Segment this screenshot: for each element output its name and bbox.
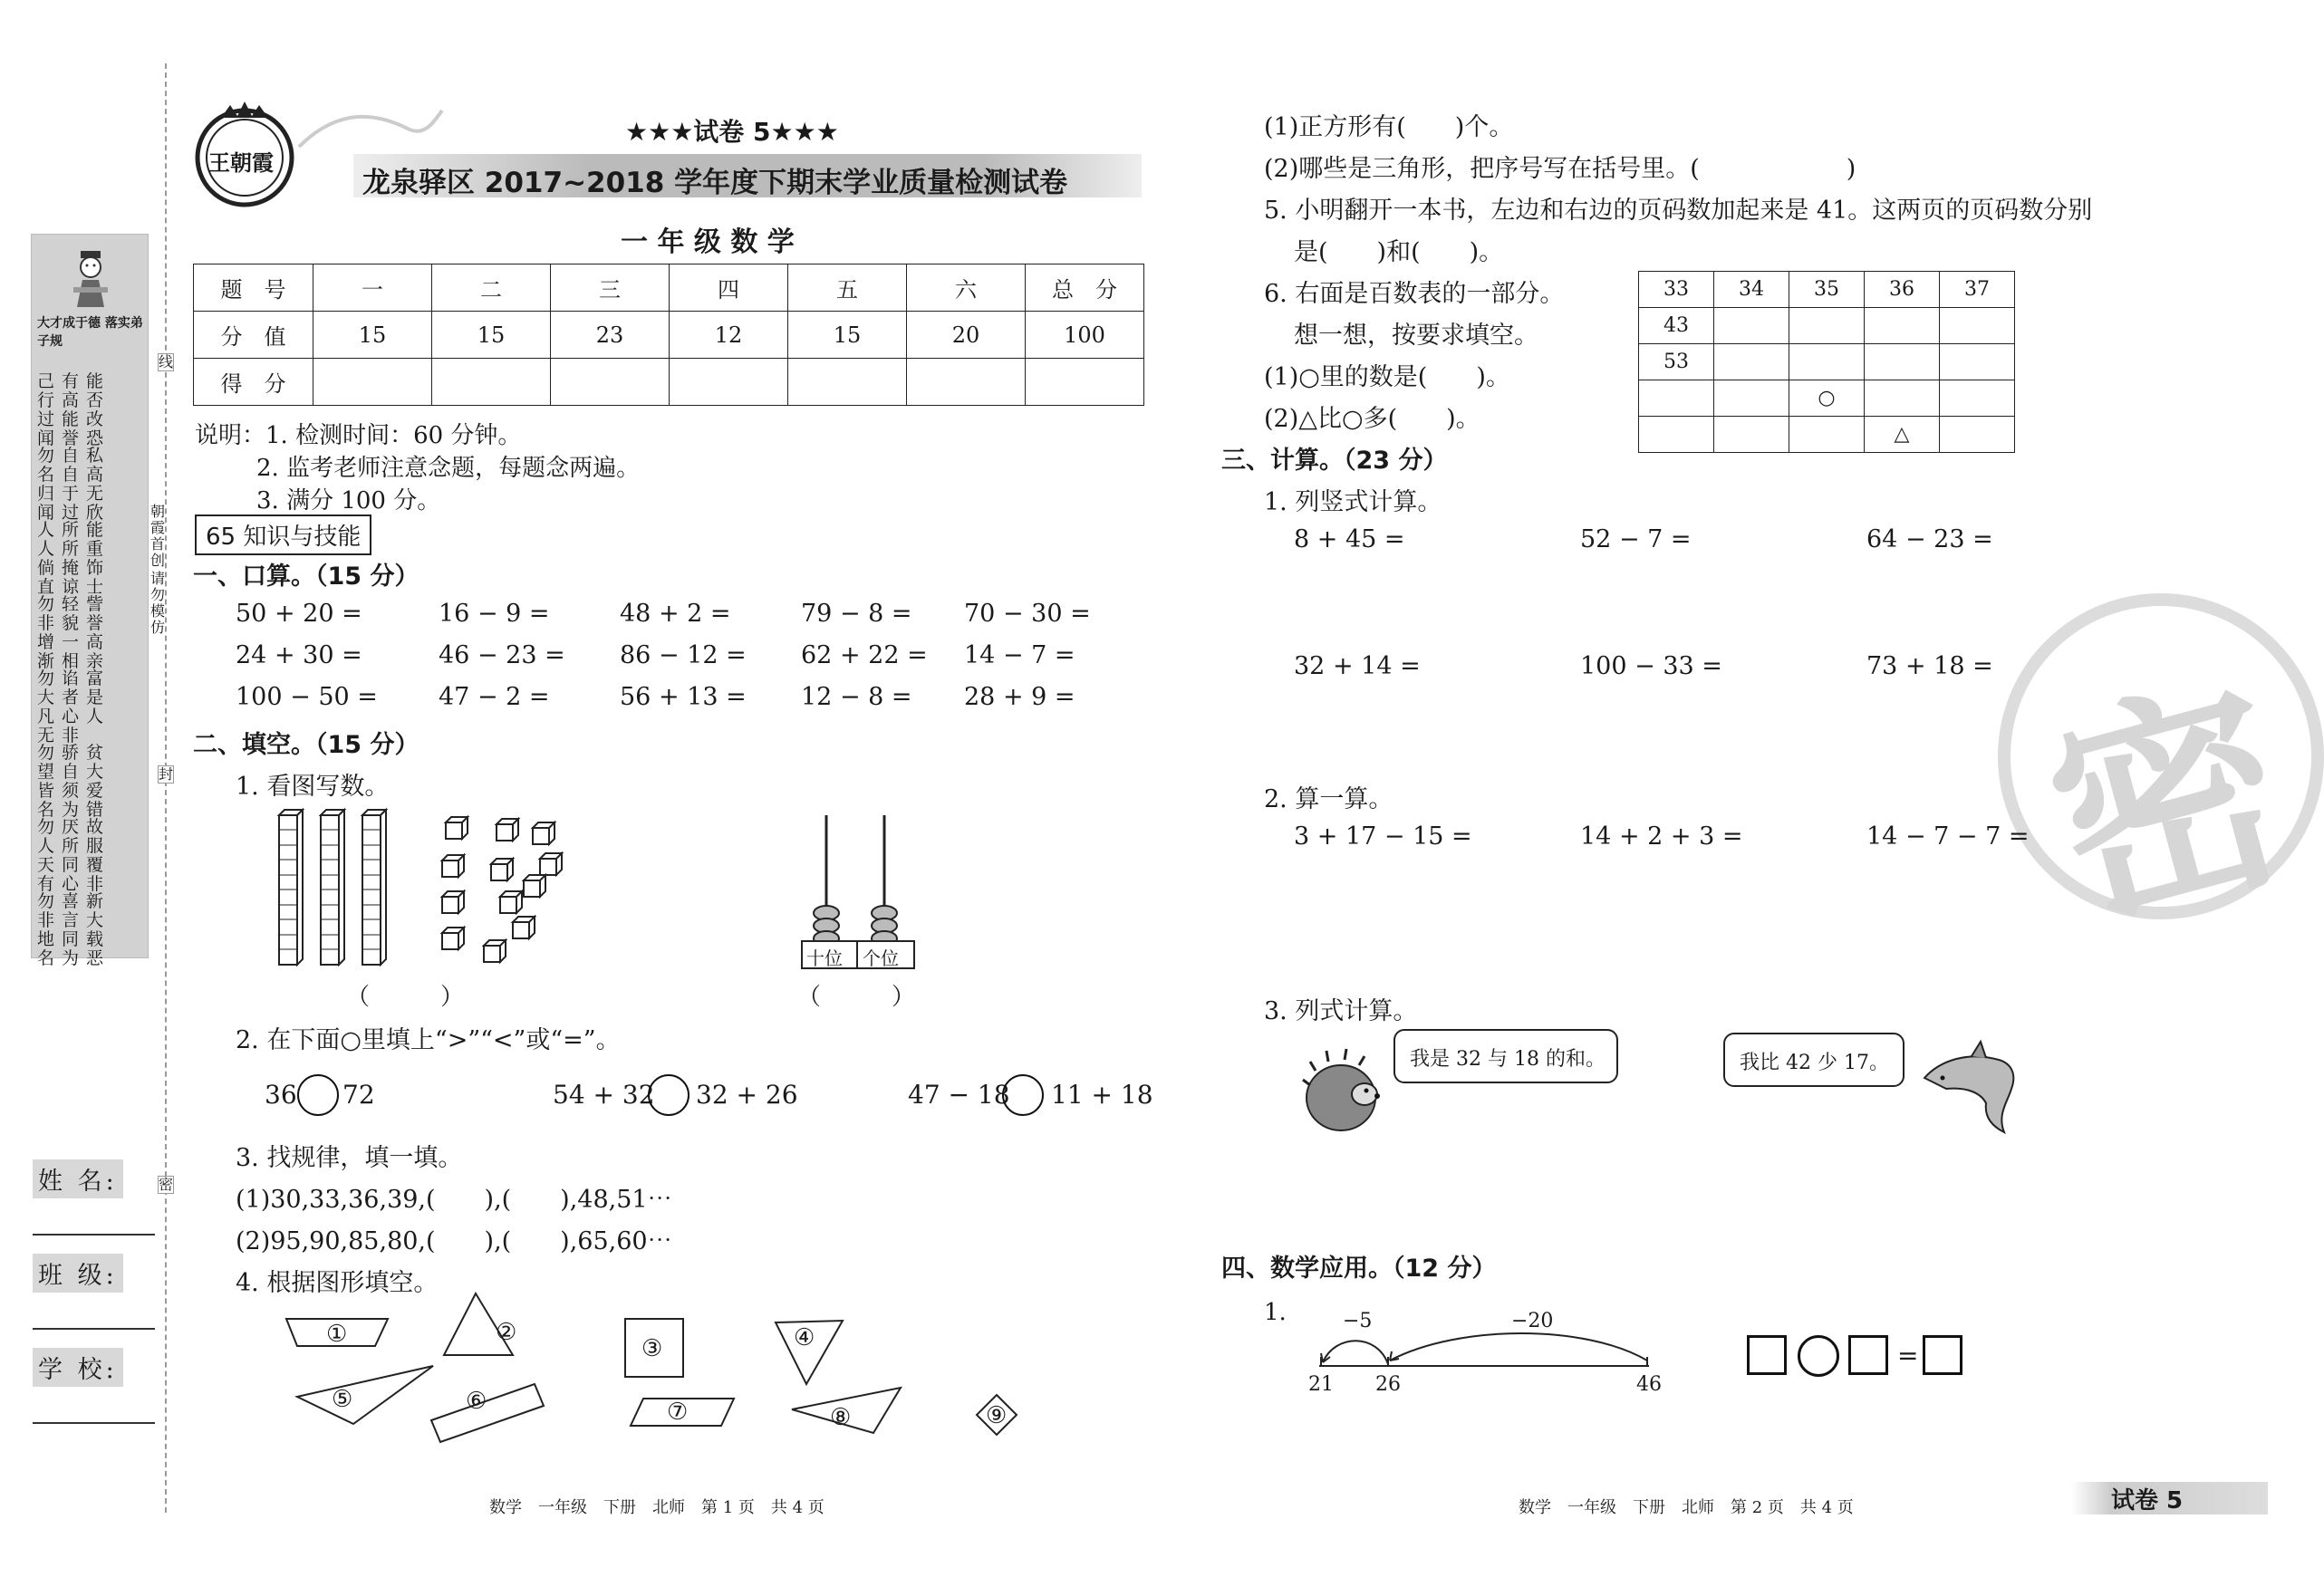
compare-circle-1[interactable]	[297, 1074, 339, 1116]
answer-box-2[interactable]	[1848, 1335, 1888, 1375]
operator-circle[interactable]	[1798, 1335, 1839, 1377]
tick-label-21: 21	[1308, 1373, 1334, 1396]
score-cell: 四	[670, 264, 788, 312]
score-input-cell[interactable]	[907, 359, 1026, 406]
sidebar-verse-6: 勿骄贫 望自大 皆须爱 名为错	[37, 743, 111, 820]
hundred-cell: ○	[1789, 380, 1865, 417]
hundred-cell	[1940, 417, 2015, 453]
answer-paren-abacus[interactable]: （ ）	[797, 984, 916, 1011]
compare-right-2: 32 + 26	[696, 1080, 798, 1110]
score-cell: 得 分	[194, 359, 313, 406]
hundred-cell	[1789, 308, 1865, 344]
tens-place-label: 十位	[806, 947, 843, 969]
hedgehog-illustration	[1301, 1049, 1383, 1136]
calc-item: 70 − 30 =	[964, 600, 1091, 628]
sec2-q1: 1. 看图写数。	[236, 773, 390, 801]
abacus-illustration	[799, 813, 917, 958]
answer-paren-cubes[interactable]: （ ）	[346, 984, 465, 1011]
class-label: 班 级:	[33, 1254, 123, 1293]
sidebar-verse-2: 勿自私 名自高 归于无 闻过欣	[37, 446, 111, 523]
cut-mark-2: 封	[159, 765, 174, 783]
score-cell: 分 值	[194, 312, 313, 359]
score-table-row	[194, 264, 1144, 312]
shape-label-9: ⑨	[986, 1402, 1008, 1429]
shape-label-1: ①	[326, 1321, 348, 1348]
hundred-cell: 53	[1639, 344, 1714, 380]
hundred-cell: 34	[1714, 272, 1789, 308]
sidebar-verse-1: 己有能 行高否 过能改 闻誉恐	[37, 371, 111, 448]
cut-mark-3: 密	[159, 1176, 174, 1193]
compare-right-3: 11 + 18	[1051, 1080, 1153, 1110]
shape-label-3: ③	[641, 1335, 663, 1362]
score-cell: 15	[432, 312, 551, 359]
shapes-illustration	[281, 1286, 1051, 1449]
footer-left: 数学 一年级 下册 北师 第 1 页 共 4 页	[489, 1498, 824, 1517]
score-cell: 六	[907, 264, 1026, 312]
right-q4-part1: (1)正方形有( )个。	[1264, 113, 1514, 141]
sidebar-motto: 大才成于德 落实弟子规	[37, 316, 143, 349]
calc-item: 24 + 30 =	[236, 641, 362, 669]
answer-box-3[interactable]	[1923, 1335, 1962, 1375]
right-q5-line2: 是( )和( )。	[1294, 238, 1504, 266]
brand-logo	[190, 100, 299, 208]
hundred-cell	[1789, 417, 1865, 453]
hundred-cell	[1639, 380, 1714, 417]
calc-item: 14 − 7 =	[964, 641, 1075, 669]
compare-left-1: 36	[265, 1080, 297, 1110]
sidebar-verse-5: 勿谄富 大者是 凡心人 无非	[37, 668, 111, 745]
note-line-3: 3. 满分 100 分。	[256, 487, 441, 514]
compare-circle-3[interactable]	[1002, 1074, 1044, 1116]
score-table-row	[194, 312, 1144, 359]
score-table	[193, 264, 1144, 406]
sec3-title: 三、计算。（23 分）	[1221, 447, 1448, 475]
calc-item: 46 − 23 =	[439, 641, 565, 669]
cut-mark-1: 线	[159, 353, 174, 370]
hundred-cell: 36	[1865, 272, 1940, 308]
sec3-q2: 2. 算一算。	[1264, 785, 1393, 813]
score-input-cell[interactable]	[313, 359, 432, 406]
sec4-q1-number: 1.	[1264, 1299, 1287, 1326]
calc-item: 28 + 9 =	[964, 683, 1075, 711]
shape-label-7: ⑦	[667, 1399, 689, 1426]
calc-item: 16 − 9 =	[439, 600, 550, 628]
calc-item: 100 − 50 =	[236, 683, 378, 711]
sec3-q3: 3. 列式计算。	[1264, 997, 1418, 1025]
right-q6-part1: (1)○里的数是( )。	[1264, 363, 1510, 391]
jump-label-minus20: −20	[1511, 1310, 1554, 1332]
mixed-calc-item: 14 + 2 + 3 =	[1580, 822, 1743, 851]
dolphin-illustration	[1921, 1038, 2020, 1138]
hundred-cell: 37	[1940, 272, 2015, 308]
shape-label-5: ⑤	[332, 1386, 353, 1413]
hundred-cell	[1865, 308, 1940, 344]
right-q5-line1: 5. 小明翻开一本书，左边和右边的页码数加起来是 41。这两页的页码数分别	[1264, 197, 2093, 225]
calc-item: 79 − 8 =	[801, 600, 912, 628]
sidebar-verse-8: 勿喜新 非言大 地同载 名为恶	[37, 891, 111, 968]
compare-left-2: 54 + 32	[553, 1080, 655, 1110]
exam-subject: 一 年 级 数 学	[621, 226, 795, 258]
sidebar-verse-4: 勿轻訾 非貌誉 增一高 渐相亲	[37, 594, 111, 671]
vertical-calc-item: 52 − 7 =	[1580, 525, 1692, 553]
exam-title: 龙泉驿区 2017~2018 学年度下期末学业质量检测试卷	[362, 167, 1068, 199]
name-field[interactable]	[33, 1234, 155, 1236]
score-cell: 20	[907, 312, 1026, 359]
calc-item: 50 + 20 =	[236, 600, 362, 628]
score-cell: 23	[551, 312, 670, 359]
right-q4-part2: (2)哪些是三角形，把序号写在括号里。( )	[1264, 155, 1856, 183]
hundred-row	[1639, 308, 2015, 344]
shape-label-2: ②	[496, 1319, 517, 1346]
hundred-cell	[1714, 417, 1789, 453]
sidebar-verse-3: 人所能 人所重 倘掩饰 直谅士	[37, 520, 111, 597]
secret-watermark-text: 密	[2025, 649, 2312, 963]
exam-badge: ★★★试卷 5★★★	[625, 117, 839, 147]
score-cell: 15	[788, 312, 907, 359]
calc-item: 12 − 8 =	[801, 683, 912, 711]
school-field[interactable]	[33, 1422, 155, 1424]
score-input-cell[interactable]	[551, 359, 670, 406]
hundred-cell: △	[1865, 417, 1940, 453]
footer-right: 数学 一年级 下册 北师 第 2 页 共 4 页	[1519, 1498, 1854, 1517]
hundred-row	[1639, 272, 2015, 308]
sequence-1: (1)30,33,36,39,( ),( ),48,51⋯	[236, 1186, 672, 1214]
hundred-cell	[1940, 380, 2015, 417]
right-q6-line2: 想一想，按要求填空。	[1294, 322, 1538, 350]
hundred-cell	[1789, 344, 1865, 380]
compare-right-1: 72	[342, 1080, 375, 1110]
name-label: 姓 名:	[33, 1159, 123, 1198]
hundred-row	[1639, 344, 2015, 380]
scholar-illustration	[68, 247, 113, 311]
compare-left-3: 47 − 18	[908, 1080, 1010, 1110]
sidebar-panel	[31, 234, 149, 968]
jump-label-minus5: −5	[1343, 1310, 1373, 1332]
sec2-title: 二、填空。（15 分）	[193, 731, 419, 759]
score-table-row	[194, 359, 1144, 406]
sec2-q3: 3. 找规律，填一填。	[236, 1144, 463, 1172]
score-cell: 五	[788, 264, 907, 312]
mixed-calc-item: 14 − 7 − 7 =	[1866, 822, 2030, 851]
unit-cubes-illustration	[433, 813, 569, 967]
shape-label-6: ⑥	[466, 1388, 487, 1415]
vertical-calc-item: 100 − 33 =	[1580, 652, 1722, 680]
hundred-cell	[1714, 344, 1789, 380]
score-cell: 15	[313, 312, 432, 359]
ten-rods-illustration	[272, 806, 399, 969]
school-label: 学 校:	[33, 1348, 123, 1387]
score-cell: 二	[432, 264, 551, 312]
calc-item: 48 + 2 =	[620, 600, 731, 628]
sequence-2: (2)95,90,85,80,( ),( ),65,60⋯	[236, 1227, 672, 1255]
ribbon-decoration	[299, 101, 444, 156]
hundred-cell	[1865, 344, 1940, 380]
equals-sign: =	[1897, 1341, 1919, 1370]
compare-circle-2[interactable]	[648, 1074, 689, 1116]
right-q6-line1: 6. 右面是百数表的一部分。	[1264, 280, 1565, 308]
fold-line	[165, 63, 167, 1513]
tick-label-46: 46	[1636, 1373, 1662, 1396]
hundred-chart-table	[1638, 271, 2015, 453]
score-cell: 一	[313, 264, 432, 312]
answer-box-1[interactable]	[1747, 1335, 1787, 1375]
score-cell: 总 分	[1026, 264, 1144, 312]
tick-label-26: 26	[1375, 1373, 1401, 1396]
score-cell: 题 号	[194, 264, 313, 312]
abacus-divider	[856, 940, 858, 969]
sec3-q1: 1. 列竖式计算。	[1264, 488, 1442, 516]
dolphin-speech-text: 我比 42 少 17。	[1740, 1052, 1889, 1074]
vertical-calc-item: 8 + 45 =	[1294, 525, 1405, 553]
hundred-row	[1639, 380, 2015, 417]
score-cell: 12	[670, 312, 788, 359]
calc-item: 86 − 12 =	[620, 641, 747, 669]
score-cell: 三	[551, 264, 670, 312]
calc-item: 47 − 2 =	[439, 683, 550, 711]
right-q6-part2: (2)△比○多( )。	[1264, 405, 1480, 433]
hundred-cell	[1940, 344, 2015, 380]
brand-logo-text: 王朝霞	[208, 149, 274, 176]
hundred-cell	[1865, 380, 1940, 417]
footer-tag: 试卷 5	[2111, 1487, 2184, 1514]
note-line-1: 说明：1. 检测时间：60 分钟。	[195, 422, 522, 449]
hundred-cell	[1639, 417, 1714, 453]
note-line-2: 2. 监考老师注意念题，每题念两遍。	[256, 455, 641, 482]
hundred-cell	[1714, 380, 1789, 417]
hundred-cell: 35	[1789, 272, 1865, 308]
sec2-q4: 4. 根据图形填空。	[236, 1269, 439, 1297]
sidebar-verse-7: 勿厌故 人所服 天同覆 有心非	[37, 817, 111, 894]
vertical-calc-item: 32 + 14 =	[1294, 652, 1421, 680]
vertical-calc-item: 73 + 18 =	[1866, 652, 1993, 680]
class-field[interactable]	[33, 1328, 155, 1330]
score-input-cell[interactable]	[432, 359, 551, 406]
calc-item: 62 + 22 =	[801, 641, 928, 669]
hundred-cell	[1714, 308, 1789, 344]
sec2-q2: 2. 在下面○里填上“>”“<”或“=”。	[236, 1026, 621, 1054]
score-input-cell[interactable]	[788, 359, 907, 406]
hundred-row	[1639, 417, 2015, 453]
score-input-cell[interactable]	[670, 359, 788, 406]
ones-place-label: 个位	[863, 947, 899, 969]
secret-watermark	[1998, 593, 2324, 963]
hundred-cell: 43	[1639, 308, 1714, 344]
sec4-title: 四、数学应用。（12 分）	[1221, 1255, 1497, 1283]
section-box-knowledge: 65 知识与技能	[195, 514, 371, 555]
score-input-cell[interactable]	[1026, 359, 1144, 406]
shape-label-8: ⑧	[830, 1404, 852, 1431]
hundred-cell	[1940, 308, 2015, 344]
hundred-cell: 33	[1639, 272, 1714, 308]
sidebar-vertical-note-1: 朝霞首创	[150, 503, 166, 569]
hedgehog-speech-text: 我是 32 与 18 的和。	[1410, 1048, 1606, 1071]
score-cell: 100	[1026, 312, 1144, 359]
sec1-title: 一、口算。（15 分）	[193, 563, 419, 591]
shape-label-4: ④	[794, 1324, 815, 1351]
vertical-calc-item: 64 − 23 =	[1866, 525, 1993, 553]
calc-item: 56 + 13 =	[620, 683, 747, 711]
sidebar-vertical-note-2: 请勿模仿	[150, 570, 166, 636]
mixed-calc-item: 3 + 17 − 15 =	[1294, 822, 1472, 851]
